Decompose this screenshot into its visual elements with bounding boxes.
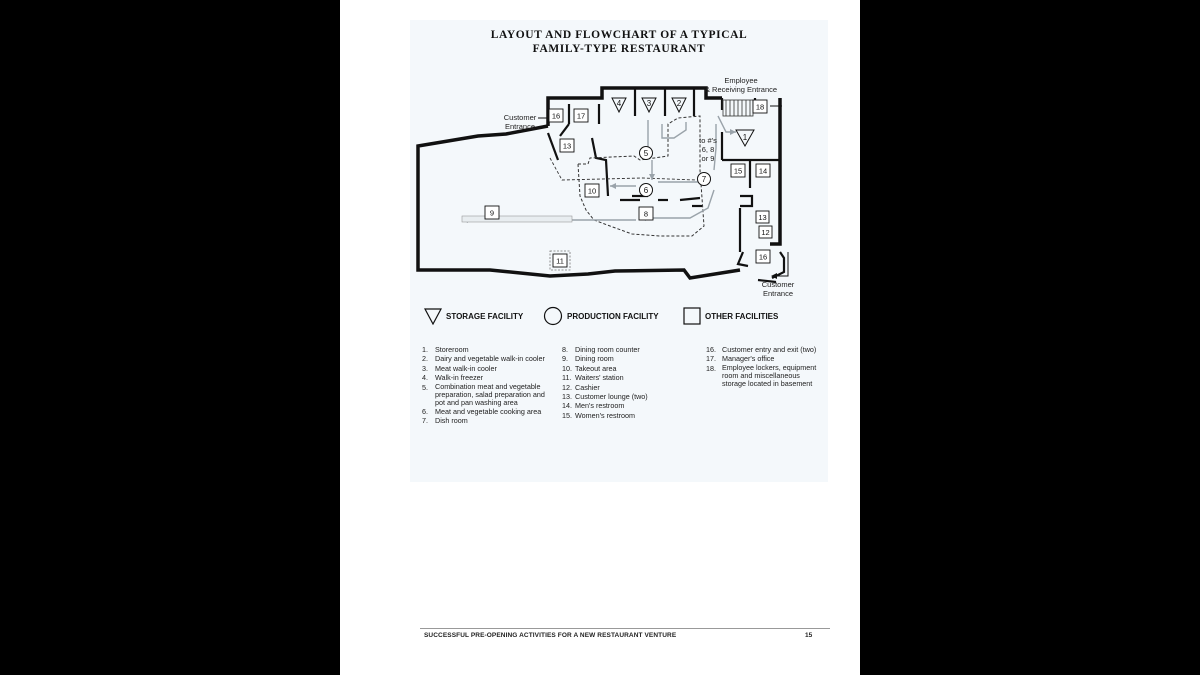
- key-item: 6. Meat and vegetable cooking area: [422, 406, 542, 416]
- figure-panel: [410, 20, 828, 482]
- document-page: [340, 0, 860, 675]
- facility-9: 9: [489, 208, 495, 218]
- key-item: 12. Cashier: [562, 382, 600, 392]
- facility-13-right: 13: [758, 213, 767, 222]
- facility-16-bottom: 16: [758, 252, 768, 262]
- storage-marker-3: 3: [646, 99, 652, 108]
- production-marker-7: 7: [701, 175, 707, 184]
- key-item: 13. Customer lounge (two): [562, 392, 648, 402]
- key-item: 17. Manager's office: [706, 354, 775, 364]
- legend-production-label: PRODUCTION FACILITY: [567, 311, 659, 321]
- stair-lines: [723, 100, 753, 116]
- key-item: 1. Storeroom: [422, 345, 469, 354]
- legend-other-label: OTHER FACILITIES: [705, 311, 779, 321]
- facility-11: 11: [556, 256, 564, 266]
- key-item: 9. Dining room: [562, 354, 614, 364]
- storage-markers: [612, 98, 754, 146]
- legend-production: [543, 306, 659, 326]
- key-column-2: [562, 345, 692, 420]
- footer-page-number: 15: [805, 632, 813, 639]
- facility-17: 17: [576, 111, 586, 121]
- facility-13-left: 13: [562, 141, 572, 151]
- facility-12: 12: [761, 228, 770, 237]
- figure-title-line-2: FAMILY-TYPE RESTAURANT: [532, 43, 706, 55]
- key-item: 15. Women's restroom: [562, 410, 635, 420]
- key-item: 7. Dish room: [422, 416, 468, 426]
- figure-title-line-1: LAYOUT AND FLOWCHART OF A TYPICAL: [490, 29, 748, 41]
- storage-marker-4: 4: [616, 99, 622, 108]
- key-item: 4. Walk-in freezer: [422, 373, 484, 383]
- other-square-icon: [683, 307, 701, 325]
- key-item: 18. Employee lockers, equipment room and miscellaneous storage located in basement: [706, 362, 817, 388]
- facility-16-top: 16: [551, 111, 561, 121]
- to-note-line-1: to #'s: [699, 136, 717, 145]
- key-item: 8. Dining room counter: [562, 345, 640, 354]
- key-item: 5. Combination meat and vegetable preparation, salad preparation and pot and pan washing area: [422, 381, 545, 407]
- facility-18: 18: [755, 102, 765, 112]
- facility-15: 15: [733, 166, 743, 176]
- customer-entrance-top-label-1: Customer: [503, 113, 537, 122]
- entrance-arrows: [538, 106, 788, 276]
- footer-running-title: SUCCESSFUL PRE-OPENING ACTIVITIES FOR A NEW RESTAURANT VENTURE: [424, 632, 677, 639]
- storage-triangle-icon: [424, 307, 442, 325]
- key-item: 11. Waiters' station: [562, 373, 624, 383]
- legend-storage: [424, 306, 523, 326]
- key-item: 10. Takeout area: [562, 363, 617, 373]
- key-item: 16. Customer entry and exit (two): [706, 345, 817, 354]
- storage-marker-1: 1: [742, 133, 748, 142]
- storage-marker-2: 2: [676, 99, 682, 108]
- employee-entrance-label-2: & Receiving Entrance: [704, 85, 778, 94]
- to-note-line-3: or 9: [701, 154, 715, 163]
- dining-boundary-dashed: [550, 158, 696, 180]
- customer-entrance-top-label-2: Entrance: [504, 122, 536, 131]
- key-item: 2. Dairy and vegetable walk-in cooler: [422, 354, 545, 364]
- key-column-3: [706, 345, 826, 388]
- production-marker-6: 6: [643, 186, 649, 195]
- key-item: 14. Men's restroom: [562, 401, 625, 411]
- legend-other: [683, 306, 778, 326]
- facility-10: 10: [587, 186, 597, 196]
- footer-rule: [420, 628, 830, 629]
- dining-room-bar: [462, 216, 572, 222]
- to-note-line-2: 6, 8: [701, 145, 715, 154]
- facility-14: 14: [758, 166, 768, 176]
- legend-storage-label: STORAGE FACILITY: [446, 311, 524, 321]
- key-column-1: [422, 345, 562, 425]
- production-marker-labels: [644, 149, 707, 195]
- flow-lines: [462, 116, 736, 220]
- key-item: 3. Meat walk-in cooler: [422, 363, 497, 373]
- floor-plan: [410, 20, 828, 310]
- production-circle-icon: [543, 306, 563, 326]
- employee-entrance-label-1: Employee: [724, 76, 758, 85]
- customer-entrance-bottom-label-1: Customer: [761, 280, 795, 289]
- production-marker-5: 5: [643, 149, 649, 158]
- customer-entrance-bottom-label-2: Entrance: [762, 289, 794, 298]
- facility-8: 8: [643, 209, 649, 219]
- flow-arrowheads: [462, 129, 736, 223]
